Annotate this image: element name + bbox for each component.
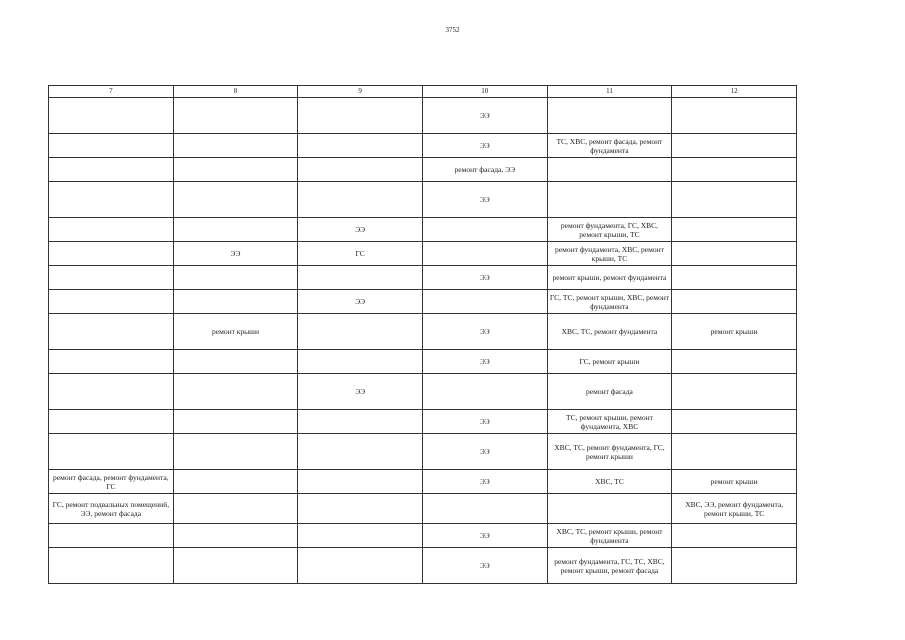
table-cell: ЭЭ (422, 470, 547, 494)
table-row (49, 374, 797, 410)
table-cell: ГС (298, 242, 423, 266)
table-row (49, 158, 797, 182)
table-row (49, 266, 797, 290)
table-cell: ремонт крыши (173, 314, 298, 350)
table-cell: ЭЭ (422, 314, 547, 350)
table-cell (173, 266, 298, 290)
table-cell (298, 134, 423, 158)
table-cell (298, 266, 423, 290)
table-cell: ЭЭ (422, 548, 547, 584)
column-header: 11 (547, 86, 672, 98)
table-cell (49, 98, 174, 134)
table-cell (49, 266, 174, 290)
table-cell (298, 98, 423, 134)
table-cell: ЭЭ (422, 266, 547, 290)
table-cell (672, 98, 797, 134)
table-cell (49, 182, 174, 218)
table-cell (298, 548, 423, 584)
table-cell (173, 548, 298, 584)
table-row (49, 410, 797, 434)
table-cell (672, 182, 797, 218)
table-cell: ТС, ХВС, ремонт фасада, ремонт фундамента (547, 134, 672, 158)
table-cell (672, 434, 797, 470)
table-cell (422, 494, 547, 524)
data-table (48, 85, 797, 584)
table-cell (298, 470, 423, 494)
table-cell (298, 434, 423, 470)
table-cell (672, 218, 797, 242)
table-cell (49, 134, 174, 158)
header-row (49, 86, 797, 98)
table-cell (672, 410, 797, 434)
table-cell (672, 158, 797, 182)
column-header: 9 (298, 86, 423, 98)
table-cell (547, 158, 672, 182)
table-cell: ЭЭ (422, 434, 547, 470)
table-cell (49, 218, 174, 242)
column-header: 8 (173, 86, 298, 98)
table-cell (672, 548, 797, 584)
table-cell (49, 314, 174, 350)
table-cell: ЭЭ (173, 242, 298, 266)
table-cell: ремонт фундамента, ГС, ТС, ХВС, ремонт крыши, ремонт фасада (547, 548, 672, 584)
table-row (49, 494, 797, 524)
table-row (49, 218, 797, 242)
table-row (49, 314, 797, 350)
table-row (49, 182, 797, 218)
table-cell (298, 524, 423, 548)
table-cell (173, 182, 298, 218)
table-cell: ЭЭ (298, 374, 423, 410)
table-cell (173, 494, 298, 524)
table-row (49, 290, 797, 314)
table-cell: ремонт фасада (547, 374, 672, 410)
table-cell: ремонт фундамента, ГС, ХВС, ремонт крыши, ТС (547, 218, 672, 242)
column-header: 10 (422, 86, 547, 98)
table-cell (173, 98, 298, 134)
table-cell: ЭЭ (298, 290, 423, 314)
table-cell (49, 290, 174, 314)
table-cell (173, 410, 298, 434)
table-cell (173, 290, 298, 314)
table-cell (173, 218, 298, 242)
table-cell (298, 410, 423, 434)
table-cell (547, 98, 672, 134)
table-cell (672, 350, 797, 374)
table-cell (547, 494, 672, 524)
table-cell (422, 242, 547, 266)
table-cell: ЭЭ (422, 524, 547, 548)
table-cell: ремонт крыши, ремонт фундамента (547, 266, 672, 290)
table-cell: ЭЭ (422, 98, 547, 134)
table-row (49, 98, 797, 134)
table-cell: ХВС, ТС (547, 470, 672, 494)
page-number: 3752 (445, 26, 460, 34)
table-cell (49, 242, 174, 266)
table-cell: ЭЭ (298, 218, 423, 242)
table-row (49, 524, 797, 548)
table-cell: ремонт фундамента, ХВС, ремонт крыши, ТС (547, 242, 672, 266)
table-cell (173, 374, 298, 410)
table-cell (49, 548, 174, 584)
column-header: 12 (672, 86, 797, 98)
table-cell: ЭЭ (422, 134, 547, 158)
table-cell (49, 434, 174, 470)
table-cell: ХВС, ТС, ремонт крыши, ремонт фундамента (547, 524, 672, 548)
table-row (49, 242, 797, 266)
table-cell (672, 242, 797, 266)
table-cell: ЭЭ (422, 182, 547, 218)
table-row (49, 548, 797, 584)
table-cell (298, 350, 423, 374)
table-cell: ТС, ремонт крыши, ремонт фундамента, ХВС (547, 410, 672, 434)
table-cell: ГС, ТС, ремонт крыши, ХВС, ремонт фундамента (547, 290, 672, 314)
table-cell (672, 290, 797, 314)
table-cell (49, 350, 174, 374)
table-cell: ремонт крыши (672, 314, 797, 350)
table-cell (298, 494, 423, 524)
table-cell: ЭЭ (422, 410, 547, 434)
table-cell: ремонт фасада, ремонт фундамента, ГС (49, 470, 174, 494)
table-row (49, 134, 797, 158)
table-cell (49, 374, 174, 410)
table-cell (173, 524, 298, 548)
table-cell (672, 524, 797, 548)
table-cell (173, 134, 298, 158)
table-cell (173, 350, 298, 374)
table-cell (422, 218, 547, 242)
table-cell (672, 374, 797, 410)
table-row (49, 434, 797, 470)
table-cell: ХВС, ТС, ремонт фундамента (547, 314, 672, 350)
table-cell (173, 158, 298, 182)
table-cell (173, 434, 298, 470)
table-cell (422, 290, 547, 314)
table-cell: ГС, ремонт подвальных помещений, ЭЭ, ремонт фасада (49, 494, 174, 524)
table-cell (672, 134, 797, 158)
table-cell (298, 182, 423, 218)
table-cell (298, 158, 423, 182)
table-cell: ХВС, ТС, ремонт фундамента, ГС, ремонт крыши (547, 434, 672, 470)
table-cell: ремонт крыши (672, 470, 797, 494)
table-cell (547, 182, 672, 218)
table-cell: ремонт фасада, ЭЭ (422, 158, 547, 182)
table-cell (422, 374, 547, 410)
table-cell (49, 410, 174, 434)
table-cell (298, 314, 423, 350)
table-cell (173, 470, 298, 494)
table-cell: ХВС, ЭЭ, ремонт фундамента, ремонт крыши, ТС (672, 494, 797, 524)
table-cell (49, 158, 174, 182)
table-cell: ЭЭ (422, 350, 547, 374)
table-cell (49, 524, 174, 548)
table-cell: ГС, ремонт крыши (547, 350, 672, 374)
table-row (49, 470, 797, 494)
table-cell (672, 266, 797, 290)
column-header: 7 (49, 86, 174, 98)
table-row (49, 350, 797, 374)
